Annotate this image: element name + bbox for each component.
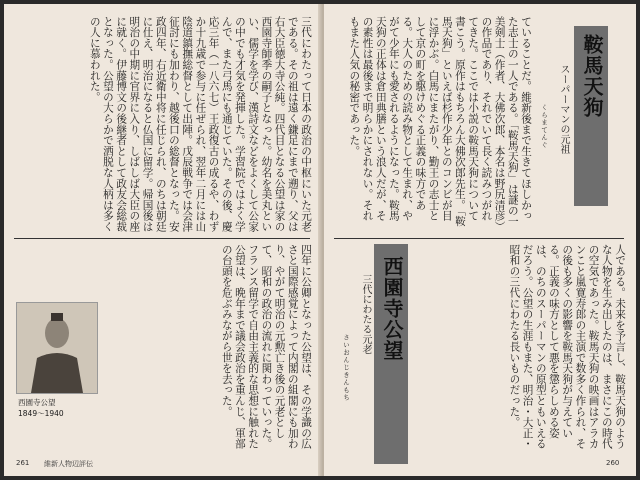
portrait-photo (16, 302, 98, 394)
article2-ruby: さいおんじきんもち (342, 334, 350, 402)
book-spread (4, 4, 636, 476)
article1-ruby: くらまてんぐ (540, 104, 548, 149)
article2-label: 三代にわたる元老 (360, 274, 371, 354)
left-folio: 261 (16, 459, 30, 467)
article1-title: 鞍馬天狗 (580, 34, 604, 118)
portrait-figure-icon (17, 303, 97, 393)
right-top-text: ていることだ。維新後まで生きてほしかった志士の一人である。「鞍馬天狗」は謎の一美剣士（作者、大佛次郎、本名は野尻清彦）の作品であり、それでいて長く読みつがれてきた。ここでは小説の鞍馬天狗について書こう。原作はもちろん大佛次郎先生。「鞍馬天狗」といえば杉作少年とのコンビが目に浮かぶ。白馬にまたがり、勤王の志士として京の町を駆けめぐる正義の味方である。大人のための読み物として生まれ、やがて少年にも愛されるようになった。鞍馬天狗の正体は倉田典膳という浪人だが、その素性は最後まで明らかにされない。それもまた人気の秘密であった。 (348, 16, 532, 227)
photo-caption-years: 1849〜1940 (18, 409, 64, 418)
left-top-text: 三代にわたって日本の政治の中枢にいた元老である。その祖は遠く鎌足にまで遡り、父は右大臣徳大寺公純。四代目となる公望は家の西園寺師季の嗣子となった。幼名を美丸といい、儒学を学び、漢詩文などをよくして公家の中でも才気を発揮した。学習院ではよく学んで、また弓馬にも通じていた。その後、慶応三年（一八六七）王政復古の成るや、わずか十九歳で参与に任ぜられ、翌年二月には山陰道鎮撫総督として出陣。戊辰戦争では会津征討にも加わり、越後口の総督となった。安政四年、右近衛中将に任じられ、のちは朝廷に仕え、明治になると仏国に留学。帰国後は明治の中期に官界に入り、しばしば大臣の座に就く。伊藤博文の後継者として政友会総裁となった。公望の大らかで洒脱な人柄は多くの人に慕われた。 (88, 16, 312, 232)
right-divider (334, 238, 624, 239)
right-page (324, 4, 636, 476)
article1-label: スーパーマンの元祖 (558, 64, 569, 154)
left-bottom-text: 四年に公卿となった公望は、その学識の広さと国際感覚によって内閣の組閣にも加わり、やがて明治の元勲亡き後の元老として、昭和の政治の流れに関わっていった。フランス留学で自由主義的な思想に触れた公望は、晩年まで議会政治を重んじ、軍部の台頭を危ぶみながら世を去った。 (220, 244, 312, 450)
photo-caption-name: 西園寺公望 (18, 398, 56, 407)
right-bottom-text: 人である。未来を予言し、鞍馬天狗のような人物を生み出したのは、まさにこの時代の空気であった。鞍馬天狗の映画はアラカンこと嵐寛寿郎の主演で数多く作られ、その後も多くの影響を鞍馬天狗が与えている。正義の味方として悪を懲らしめる姿は、のちのスーパーマンの原型ともいえるだろう。公望の生涯もまた、明治・大正・昭和の三代にわたる長いものだった。 (508, 244, 626, 450)
left-page (4, 4, 322, 476)
left-divider (14, 238, 310, 239)
right-folio: 260 (606, 459, 620, 467)
running-title: 維新人物辺評伝 (44, 460, 93, 468)
article2-title: 西園寺公望 (380, 256, 404, 361)
